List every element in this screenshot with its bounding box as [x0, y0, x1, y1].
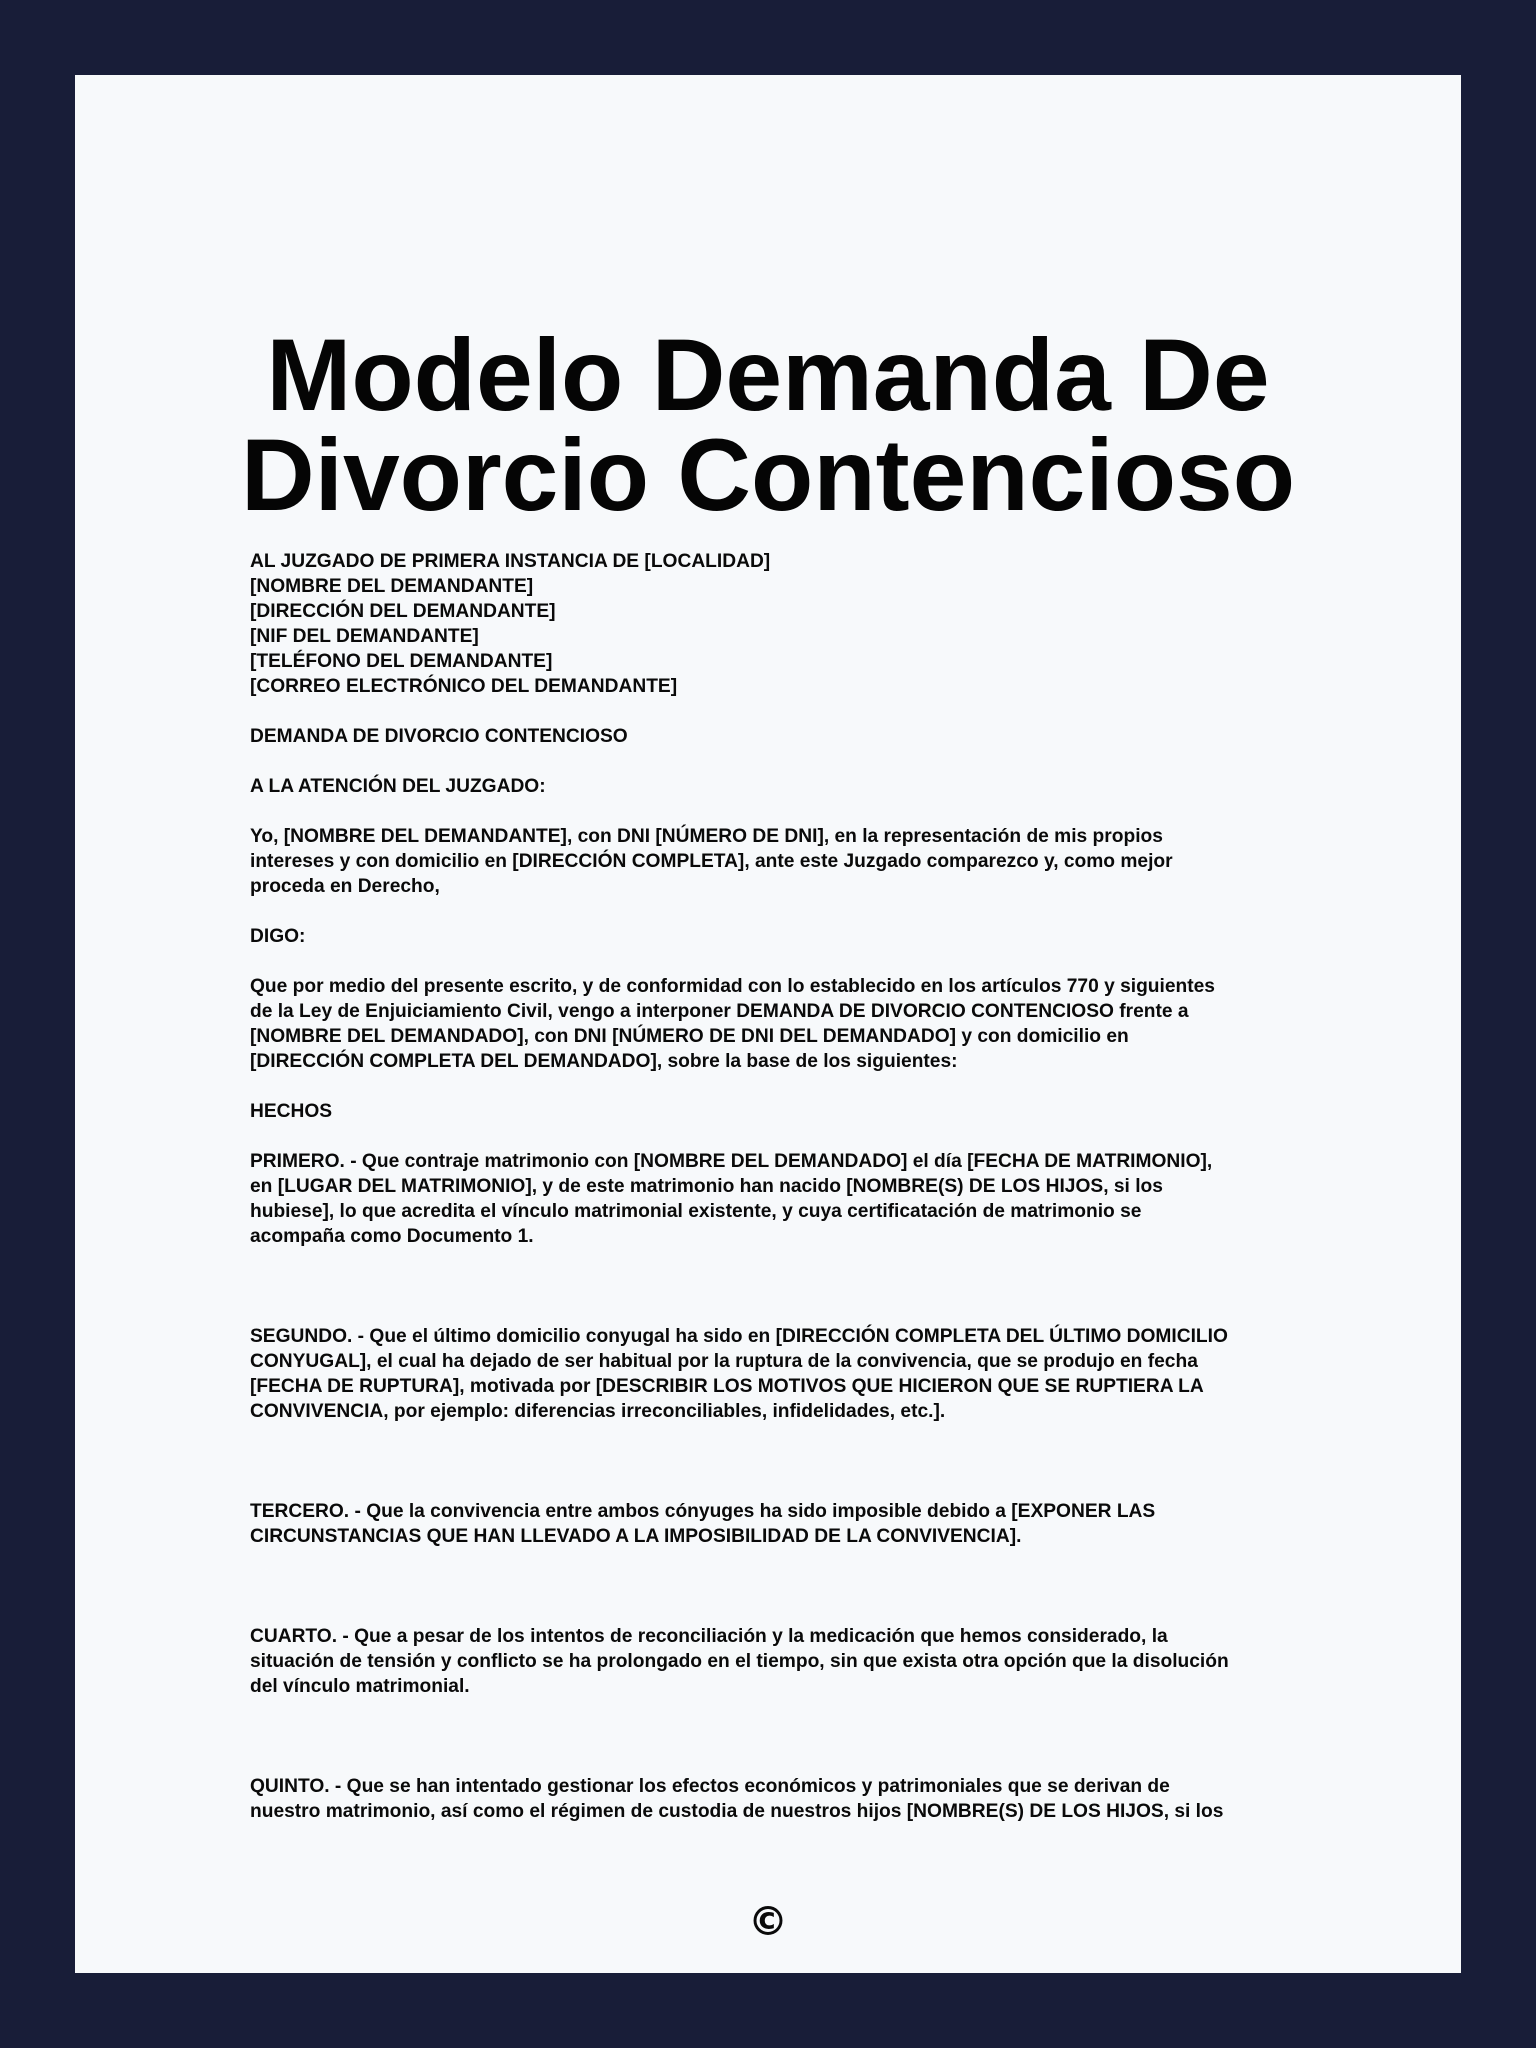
title-line-1: Modelo Demanda De: [266, 318, 1270, 432]
court-line: AL JUZGADO DE PRIMERA INSTANCIA DE [LOCALIDAD]: [250, 551, 771, 572]
document-body: [250, 549, 1360, 1899]
document-heading: DEMANDA DE DIVORCIO CONTENCIOSO: [250, 726, 628, 747]
segundo-paragraph: SEGUNDO. - Que el último domicilio conyugal ha sido en [DIRECCIÓN COMPLETA DEL ÚLTIMO DOMICILIO CONYUGAL], el cual ha dejado de ser habitual por la ruptura de la convivencia, que se produjo en fecha [FECHA DE RUPTURA], motivada por [DESCRIBIR LOS MOTIVOS QUE HICIERON QUE SE RUPTIERA LA CONVIVENCIA, por ejemplo: diferencias irreconciliables, infidelidades, etc.].: [250, 1326, 1228, 1422]
plaintiff-email-line: [CORREO ELECTRÓNICO DEL DEMANDANTE]: [250, 676, 678, 697]
title-line-2: Divorcio Contencioso: [240, 418, 1296, 532]
cuarto-paragraph: CUARTO. - Que a pesar de los intentos de reconciliación y la medicación que hemos considerado, la situación de tensión y conflicto se ha prolongado en el tiempo, sin que exista otra opción que la disolución del vínculo matrimonial.: [250, 1626, 1229, 1697]
document-title: [75, 318, 1461, 532]
plaintiff-name-line: [NOMBRE DEL DEMANDANTE]: [250, 576, 534, 597]
plaintiff-phone-line: [TELÉFONO DEL DEMANDANTE]: [250, 651, 553, 672]
que-paragraph: Que por medio del presente escrito, y de conformidad con lo establecido en los artículos 770 y siguientes de la Ley de Enjuiciamiento Civil, vengo a interponer DEMANDA DE DIVORCIO CONTENCIOSO frente a [NOMBRE DEL DEMANDADO], con DNI [NÚMERO DE DNI DEL DEMANDADO] y con domicilio en [DIRECCIÓN COMPLETA DEL DEMANDADO], sobre la base de los siguientes:: [250, 976, 1215, 1072]
plaintiff-nif-line: [NIF DEL DEMANDANTE]: [250, 626, 479, 647]
intro-paragraph: Yo, [NOMBRE DEL DEMANDANTE], con DNI [NÚMERO DE DNI], en la representación de mis propios intereses y con domicilio en [DIRECCIÓN COMPLETA], ante este Juzgado comparezco y, como mejor proceda en Derecho,: [250, 826, 1173, 897]
attention-line: A LA ATENCIÓN DEL JUZGADO:: [250, 776, 546, 797]
document-page: [75, 75, 1461, 1973]
copyright-icon: ©: [748, 1899, 788, 1945]
plaintiff-address-line: [DIRECCIÓN DEL DEMANDANTE]: [250, 601, 556, 622]
hechos-heading: HECHOS: [250, 1101, 333, 1122]
tercero-paragraph: TERCERO. - Que la convivencia entre ambos cónyuges ha sido imposible debido a [EXPONER LAS CIRCUNSTANCIAS QUE HAN LLEVADO A LA IMPOSIBILIDAD DE LA CONVIVENCIA].: [250, 1501, 1156, 1547]
header-block: [250, 549, 1360, 699]
quinto-paragraph: QUINTO. - Que se han intentado gestionar los efectos económicos y patrimoniales que se derivan de nuestro matrimonio, así como el régimen de custodia de nuestros hijos [NOMBRE(S) DE LOS HIJOS, si los: [250, 1776, 1224, 1822]
primero-paragraph: PRIMERO. - Que contraje matrimonio con [NOMBRE DEL DEMANDADO] el día [FECHA DE MATRIMONIO], en [LUGAR DEL MATRIMONIO], y de este matrimonio han nacido [NOMBRE(S) DE LOS HIJOS, si los hubiese], lo que acredita el vínculo matrimonial existente, y cuya certificatación de matrimonio se acompaña como Documento 1.: [250, 1151, 1213, 1247]
digo-heading: DIGO:: [250, 926, 306, 947]
